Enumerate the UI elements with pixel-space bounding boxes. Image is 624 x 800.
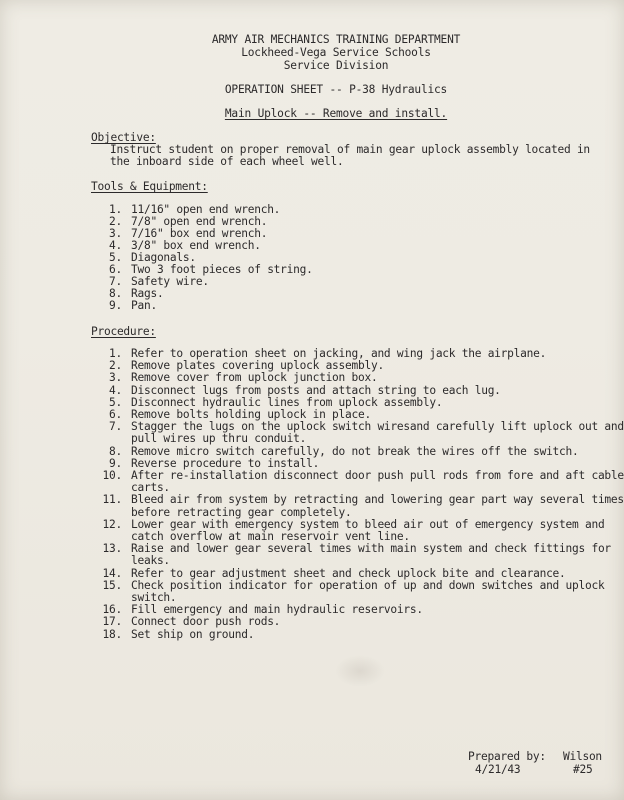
procedure-step-number: 13. [102, 542, 122, 556]
procedure-step-text: before retracting gear completely. [131, 505, 352, 519]
tool-item-text: 11/16" open end wrench. [131, 203, 281, 216]
procedure-step-number: 17. [102, 615, 122, 629]
procedure-step-number: 7. [109, 420, 122, 434]
procedure-step-text: Refer to gear adjustment sheet and check uplock bite and clearance. [131, 566, 566, 580]
procedure-step-number: 12. [102, 517, 122, 531]
tools-heading: Tools & Equipment: [91, 180, 208, 193]
procedure-step-text: catch overflow at main reservoir vent line. [131, 530, 410, 543]
tool-item-text: 3/8" box end wrench. [131, 239, 261, 252]
tool-item-text: Pan. [131, 299, 157, 312]
procedure-heading: Procedure: [91, 325, 156, 338]
procedure-step-text: carts. [131, 481, 170, 495]
procedure-step-number: 16. [102, 603, 122, 617]
objective-line: the inboard side of each wheel well. [110, 155, 344, 168]
procedure-step-text: Reverse procedure to install. [131, 456, 320, 470]
procedure-step-text: Remove plates covering uplock assembly. [131, 359, 384, 373]
procedure-step-text: switch. [131, 591, 177, 604]
procedure-step-text: Disconnect hydraulic lines from uplock assembly. [131, 395, 443, 409]
tool-item-number: 5. [109, 251, 122, 264]
operation-sheet-title: OPERATION SHEET -- P-38 Hydraulics [224, 83, 448, 96]
prepared-date: 4/21/43 [475, 763, 521, 776]
procedure-step-number: 2. [109, 359, 122, 373]
tool-item-number: 7. [109, 275, 122, 288]
procedure-step-number: 8. [109, 444, 122, 458]
procedure-step-number: 15. [102, 578, 122, 592]
objective-line: Instruct student on proper removal of main gear uplock assembly located in [110, 143, 590, 156]
procedure-step-number: 9. [109, 456, 122, 470]
faint-smudge-mark [335, 655, 385, 687]
prepared-by-name: Wilson [563, 750, 602, 763]
objective-heading: Objective: [91, 131, 156, 144]
procedure-step-text: Lower gear with emergency system to bleed air out of emergency system and [131, 517, 605, 531]
tool-item-number: 8. [109, 287, 122, 300]
procedure-step-text: Set ship on ground. [131, 627, 255, 641]
tool-item-text: 7/8" open end wrench. [131, 215, 268, 228]
procedure-step-text: Stagger the lugs on the uplock switch wiresand carefully lift uplock out and [131, 420, 624, 434]
procedure-step-text: Fill emergency and main hydraulic reservoirs. [131, 603, 423, 617]
sheet-number: #25 [573, 763, 593, 776]
tool-item-number: 4. [109, 239, 122, 252]
procedure-step-text: Check position indicator for operation of up and down switches and uplock [131, 578, 605, 592]
tool-item-number: 3. [109, 227, 122, 240]
tool-item-number: 1. [109, 203, 122, 216]
procedure-step-number: 14. [102, 566, 122, 580]
school-name: Lockheed-Vega Service Schools [241, 46, 431, 59]
tool-item-number: 2. [109, 215, 122, 228]
department-title: ARMY AIR MECHANICS TRAINING DEPARTMENT [211, 33, 461, 46]
procedure-step-text: pull wires up thru conduit. [131, 432, 307, 446]
operation-subject-text: Main Uplock -- Remove and install. [224, 107, 448, 120]
procedure-step-text: Connect door push rods. [131, 615, 281, 629]
procedure-step-text: Remove bolts holding uplock in place. [131, 408, 371, 421]
tool-item-number: 6. [109, 263, 122, 276]
procedure-step-number: 11. [102, 493, 122, 507]
procedure-step-number: 4. [109, 383, 122, 397]
procedure-step-text: Remove micro switch carefully, do not break the wires off the switch. [131, 444, 579, 458]
procedure-step-number: 3. [109, 371, 122, 385]
tool-item-text: Diagonals. [131, 251, 196, 264]
procedure-step-text: Remove cover from uplock junction box. [131, 371, 378, 385]
procedure-step-number: 10. [102, 469, 122, 482]
procedure-step-number: 6. [109, 408, 122, 421]
tool-item-text: Rags. [131, 287, 164, 300]
procedure-step-text: Raise and lower gear several times with main system and check fittings for [131, 542, 611, 556]
operation-subject [24, 107, 624, 120]
procedure-step-text: Refer to operation sheet on jacking, and wing jack the airplane. [131, 347, 547, 360]
prepared-by-label: Prepared by: [468, 750, 546, 763]
procedure-step-text: After re-installation disconnect door push pull rods from fore and aft cable [131, 469, 624, 482]
tool-item-text: 7/16" box end wrench. [131, 227, 268, 240]
procedure-step-text: Bleed air from system by retracting and lowering gear part way several times [131, 493, 624, 507]
procedure-step-text: Disconnect lugs from posts and attach string to each lug. [131, 383, 501, 397]
procedure-step-text: leaks. [131, 554, 170, 568]
tool-item-text: Safety wire. [131, 275, 209, 288]
procedure-step-number: 1. [109, 347, 122, 360]
tool-item-number: 9. [109, 299, 122, 312]
procedure-step-number: 18. [102, 627, 122, 641]
tool-item-text: Two 3 foot pieces of string. [131, 263, 313, 276]
division-name: Service Division [283, 59, 389, 72]
procedure-step-number: 5. [109, 395, 122, 409]
